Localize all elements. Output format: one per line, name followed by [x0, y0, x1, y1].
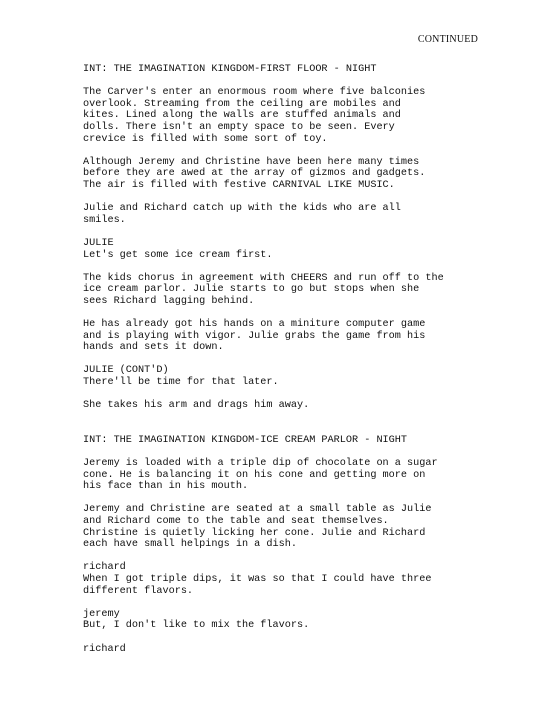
dialogue-line: But, I don't like to mix the flavors.	[83, 620, 310, 632]
action-paragraph: Julie and Richard catch up with the kids who are all smiles.	[83, 203, 401, 226]
scene-heading: INT: THE IMAGINATION KINGDOM-FIRST FLOOR - NIGHT	[83, 64, 377, 75]
dialogue-line: When I got triple dips, it was so that I could have three different flavors.	[83, 573, 432, 597]
action-paragraph: The Carver's enter an enormous room where five balconies overlook. Streaming from the ceiling are mobiles and kites. Lined along the walls are stuffed animals and dolls. There isn't an empty space to be seen. Every crevice is filled with some sort of toy.	[83, 87, 426, 145]
continued-marker: CONTINUED	[417, 34, 478, 45]
action-paragraph: Jeremy and Christine are seated at a small table as Julie and Richard come to the table and seat themselves. Christine is quietly licking her cone. Julie and Richard each have small helpings in a dish.	[83, 504, 432, 551]
action-paragraph: He has already got his hands on a miniture computer game and is playing with vigor. Julie grabs the game from his hands and sets it down.	[83, 319, 426, 354]
character-name: richard	[83, 643, 126, 655]
action-paragraph: The kids chorus in agreement with CHEERS and run off to the ice cream parlor. Julie starts to go but stops when she sees Richard lagging behind.	[83, 272, 444, 307]
scene-heading: INT: THE IMAGINATION KINGDOM-ICE CREAM PARLOR - NIGHT	[83, 434, 408, 446]
dialogue-line: There'll be time for that later.	[83, 377, 279, 389]
action-paragraph: Although Jeremy and Christine have been here many times before they are awed at the array of gizmos and gadgets. The air is filled with festive CARNIVAL LIKE MUSIC.	[83, 156, 426, 191]
screenplay-body	[83, 64, 483, 655]
action-paragraph: Jeremy is loaded with a triple dip of chocolate on a sugar cone. He is balancing it on his cone and getting more on his face than in his mouth.	[83, 458, 438, 493]
action-paragraph: She takes his arm and drags him away.	[83, 400, 310, 412]
character-name: JULIE (CONT'D)	[83, 365, 169, 377]
character-name: jeremy	[83, 608, 120, 620]
character-name: JULIE	[83, 237, 114, 249]
character-name: richard	[83, 562, 126, 574]
dialogue-line: Let's get some ice cream first.	[83, 249, 273, 261]
